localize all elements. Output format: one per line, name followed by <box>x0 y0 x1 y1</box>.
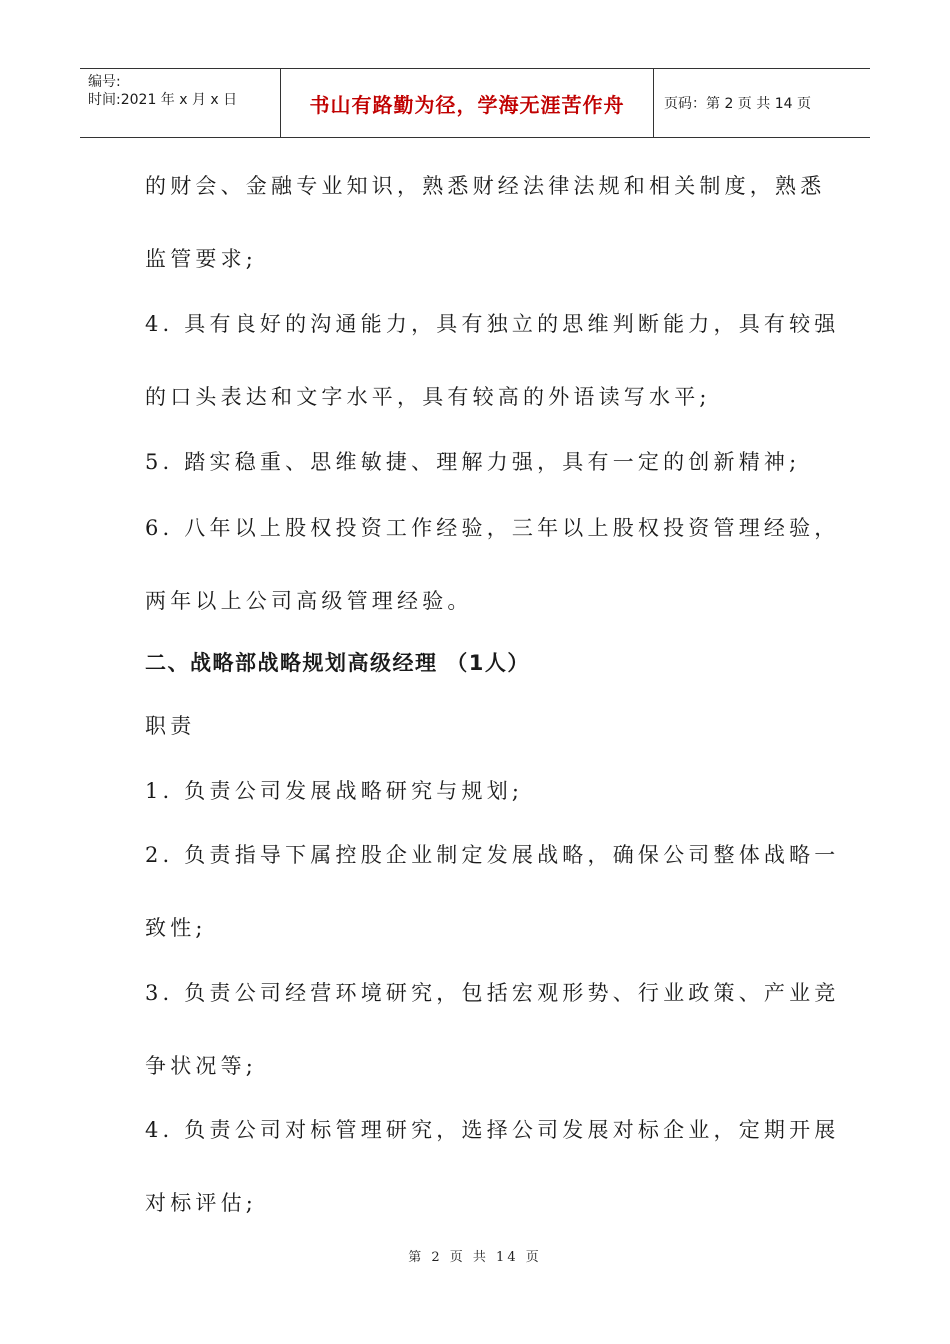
body-line: 3. 负责公司经营环境研究，包括宏观形势、行业政策、产业竞 <box>145 981 840 1005</box>
body-line: 职责 <box>145 714 196 738</box>
body-line: 4. 具有良好的沟通能力，具有独立的思维判断能力，具有较强 <box>145 312 840 336</box>
body-line: 对标评估; <box>145 1191 258 1215</box>
body-line: 1. 负责公司发展战略研究与规划; <box>145 779 524 803</box>
document-header <box>80 68 870 138</box>
header-page-cell <box>654 69 870 137</box>
motto-text: 书山有路勤为径，学海无涯苦作舟 <box>309 92 625 117</box>
body-line: 5. 踏实稳重、思维敏捷、理解力强，具有一定的创新精神; <box>145 450 801 474</box>
body-line: 6. 八年以上股权投资工作经验，三年以上股权投资管理经验， <box>145 516 840 540</box>
header-motto-cell <box>281 69 654 137</box>
body-line: 监管要求; <box>145 247 258 271</box>
body-line: 的口头表达和文字水平，具有较高的外语读写水平; <box>145 385 711 409</box>
section-heading: 二、战略部战略规划高级经理 （1人） <box>145 651 530 675</box>
body-line: 4. 负责公司对标管理研究，选择公司发展对标企业，定期开展 <box>145 1118 840 1142</box>
body-line: 致性; <box>145 916 207 940</box>
page-footer: 第 2 页 共 14 页 <box>408 1250 542 1265</box>
time-row <box>88 91 280 109</box>
body-line: 争状况等; <box>145 1054 258 1078</box>
time-label: 时间: <box>88 92 121 108</box>
number-label: 编号: <box>88 74 121 90</box>
body-line: 两年以上公司高级管理经验。 <box>145 589 473 613</box>
header-meta-cell <box>80 69 281 137</box>
page-info: 页码：第 2 页 共 14 页 <box>664 96 811 112</box>
body-line: 的财会、金融专业知识，熟悉财经法律法规和相关制度，熟悉 <box>145 174 826 198</box>
time-value: 2021 年 x 月 x 日 <box>120 92 238 108</box>
body-line: 2. 负责指导下属控股企业制定发展战略，确保公司整体战略一 <box>145 843 840 867</box>
